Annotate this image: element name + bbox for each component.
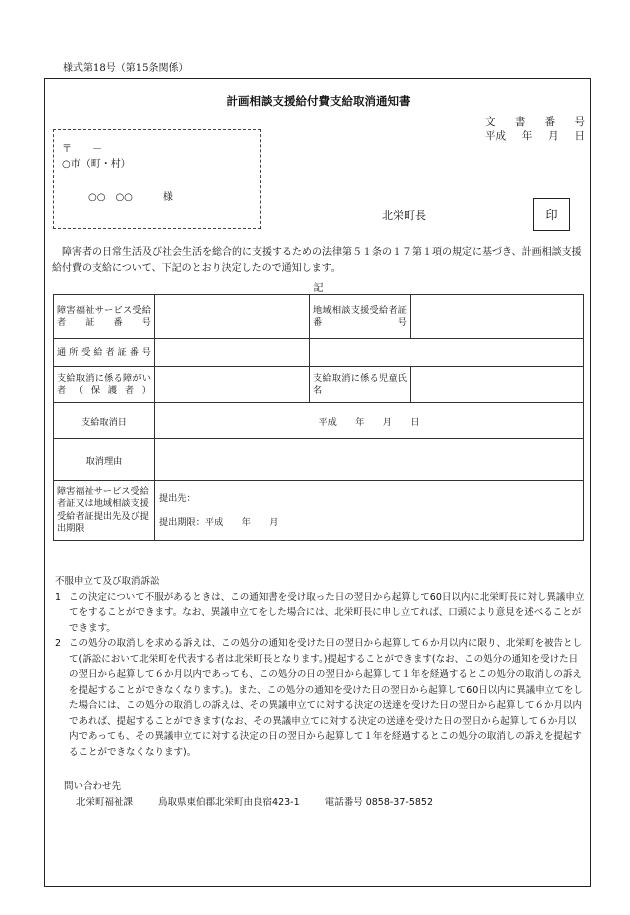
label-child-name: 支給取消に係る児童氏名	[310, 367, 411, 403]
label-day-service-certificate-no: 通所受給者証番号	[54, 339, 155, 367]
contact-dept: 北栄町福祉課	[76, 797, 134, 808]
ki-heading: 記	[313, 283, 324, 294]
date-month: 月	[548, 130, 559, 142]
label-cancel-date: 支給取消日	[54, 403, 155, 439]
label-cancel-reason: 取消理由	[54, 439, 155, 481]
recipient-name: ○○ ○○	[88, 192, 133, 203]
submit-to: 提出先：	[159, 492, 196, 504]
community-certificate-no-grid	[411, 295, 584, 339]
postal-mark: 〒	[62, 144, 72, 155]
child-name-value	[411, 367, 584, 403]
note-item	[55, 590, 585, 637]
contact-phone: 電話番号 0858-37-5852	[324, 797, 434, 808]
notes-heading: 不服申立て及び取消訴訟	[55, 576, 160, 587]
label-community-certificate-no: 地域相談支援受給者証番号	[310, 295, 411, 339]
label-submission: 障害福祉サービス受給者証又は地域相談支援受給者証提出先及び提出期限	[54, 481, 155, 541]
submission-value	[155, 481, 584, 541]
disabled-person-value	[155, 367, 310, 403]
cancel-reason-value	[155, 439, 584, 481]
date-year: 年	[521, 130, 533, 142]
recipient-address-box	[53, 129, 261, 229]
service-certificate-no-grid	[155, 295, 310, 339]
seal-box: 印	[533, 198, 570, 231]
doc-no-char: 書	[514, 116, 526, 128]
date-era: 平成	[485, 130, 506, 142]
postal-dash: －	[92, 144, 102, 155]
note-number: 1	[55, 591, 62, 603]
recipient-city: ○市（町・村）	[62, 159, 131, 170]
document-frame	[44, 78, 591, 887]
issuer-name: 北栄町長	[382, 209, 426, 222]
document-number-block	[485, 115, 585, 143]
contact-heading: 問い合わせ先	[64, 781, 122, 792]
note-number: 2	[55, 638, 62, 649]
note-item	[55, 636, 585, 760]
date-day: 日	[574, 130, 585, 142]
contact-address: 鳥取県東伯郡北栄町由良宿423-1	[158, 797, 300, 808]
blank-cell	[310, 339, 584, 367]
doc-no-char: 文	[485, 116, 496, 128]
honorific: 様	[162, 192, 173, 203]
submit-deadline: 提出期限：平成 年 月	[159, 516, 279, 528]
doc-no-char: 番	[544, 116, 556, 128]
note-text: この決定について不服があるときは、この通知書を受け取った日の翌日から起算して60日以内に北栄町長に対し異議申立てをすることができます。なお、異議申立てをした場合には、北栄町長に申し立てれば、口頭により意見を述べることができます。	[69, 591, 585, 634]
appeal-notes	[55, 574, 585, 760]
details-table	[53, 294, 584, 541]
form-number: 様式第18号（第15条関係）	[63, 63, 189, 74]
note-text: この処分の取消しを求める訴えは、この処分の通知を受けた日の翌日から起算して６か月以内に限り、北栄町を被告として(訴訟において北栄町を代表する者は北栄町長となります。)提起することができます(なお、この処分の通知を受けた日の翌日から起算して６か月以内であっても、この処分の日の翌日から起算して１年を経過するとこの処分の取消しの訴えを提起することができなくなります。)。また、この処分の通知を受けた日の翌日から起算して60日以内に異議申立てをした場合には、この処分の取消しの訴えは、その異議申立てに対する決定の送達を受けた日の翌日から起算して６か月以内であれば、提起することができます(なお、その異議申立てに対する決定の送達を受けた日の翌日から起算して６か月以内であっても、その異議申立てに対する決定の日の翌日から起算して１年を経過するとこの処分の取消しの訴えを提起することができなくなります)。	[69, 638, 583, 758]
contact-block	[64, 779, 455, 811]
day-service-certificate-no-grid	[155, 339, 310, 367]
cancel-date-value: 平成 年 月 日	[155, 403, 584, 439]
doc-no-char: 号	[574, 116, 585, 128]
label-service-certificate-no: 障害福祉サービス受給者証番号	[54, 295, 155, 339]
label-disabled-person: 支給取消に係る障がい者（保護者）	[54, 367, 155, 403]
notice-body: 障害者の日常生活及び社会生活を総合的に支援するための法律第５１条の１７第１項の規定に基づき、計画相談支援給付費の支給について、下記のとおり決定したので通知します。	[52, 247, 582, 274]
document-title: 計画相談支援給付費支給取消通知書	[226, 94, 411, 108]
